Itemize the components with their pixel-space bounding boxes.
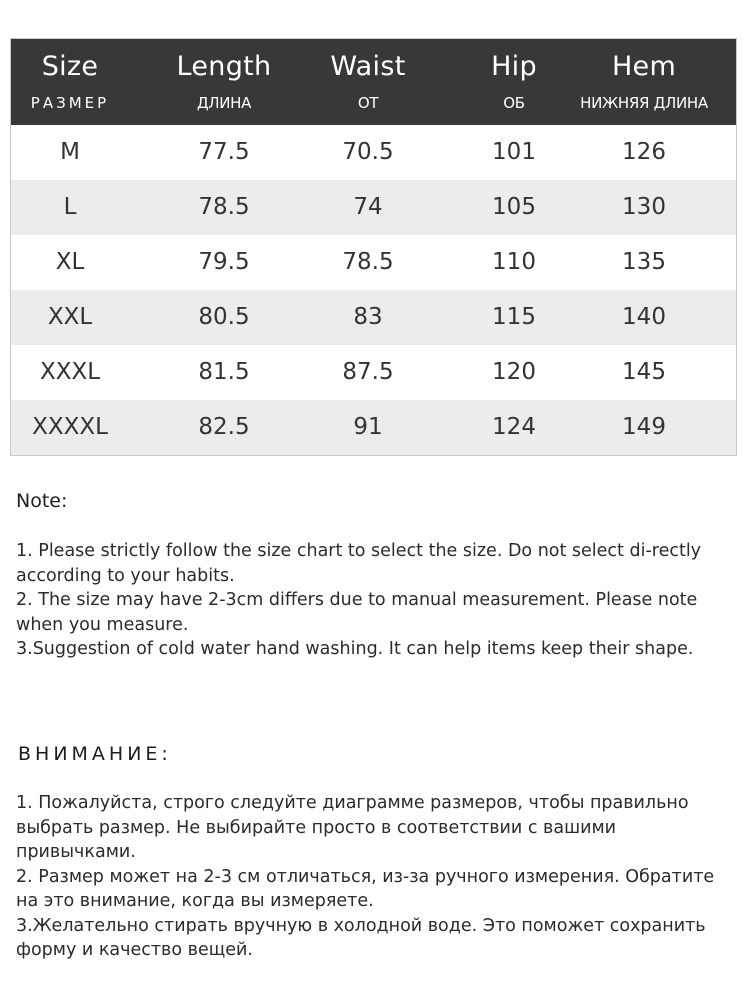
header-hip (449, 39, 579, 125)
note-ru-item-1: 1. Пожалуйста, строго следуйте диаграмме размеров, чтобы правильно выбрать размер. Не выбирайте просто в соответствии с вашими привычками. (16, 793, 689, 862)
cell-size: L (63, 194, 77, 220)
table-row (11, 180, 736, 235)
cell-hem: 140 (622, 304, 666, 330)
cell-size: XXXXL (32, 414, 108, 440)
cell-hip: 120 (492, 359, 536, 385)
cell-hip: 124 (492, 414, 536, 440)
note-en-item-1: 1. Please strictly follow the size chart to select the size. Do not select di-rectly according to your habits. (16, 541, 702, 586)
header-hem-ru: НИЖНЯЯ ДЛИНА (580, 94, 708, 112)
notes-ru (16, 791, 736, 963)
header-size-en: Size (41, 51, 99, 82)
cell-waist: 87.5 (342, 359, 394, 385)
table-row (11, 125, 736, 180)
cell-hem: 130 (622, 194, 666, 220)
header-hem (571, 39, 717, 125)
cell-waist: 74 (353, 194, 383, 220)
cell-hem: 126 (622, 139, 666, 165)
cell-hip: 101 (492, 139, 536, 165)
cell-length: 78.5 (198, 194, 250, 220)
cell-waist: 91 (353, 414, 383, 440)
header-length (159, 39, 289, 125)
header-length-ru: ДЛИНА (196, 94, 252, 112)
header-hip-ru: ОБ (503, 94, 525, 112)
cell-size: M (60, 139, 80, 165)
header-hip-en: Hip (491, 51, 537, 82)
note-title-en: Note: (16, 490, 68, 512)
cell-size: XXXL (39, 359, 101, 385)
note-ru-item-2: 2. Размер может на 2-3 см отличаться, из-за ручного измерения. Обратите на это внимание, когда вы измеряете. (16, 866, 715, 911)
cell-hem: 149 (622, 414, 666, 440)
cell-size: XXL (47, 304, 93, 330)
cell-length: 82.5 (198, 414, 250, 440)
table-body (11, 125, 736, 455)
table-row (11, 345, 736, 400)
cell-hem: 145 (622, 359, 666, 385)
note-en-item-2: 2. The size may have 2-3cm differs due to manual measurement. Please note when you measure. (16, 590, 698, 635)
table-row (11, 235, 736, 290)
note-title-ru: ВНИМАНИЕ: (18, 743, 172, 765)
header-waist (303, 39, 433, 125)
header-length-en: Length (176, 51, 272, 82)
cell-length: 81.5 (198, 359, 250, 385)
table-header-row (11, 39, 736, 125)
note-en-item-3: 3.Suggestion of cold water hand washing. It can help items keep their shape. (16, 639, 694, 659)
table-row (11, 400, 736, 455)
cell-waist: 70.5 (342, 139, 394, 165)
cell-hem: 135 (622, 249, 666, 275)
cell-waist: 78.5 (342, 249, 394, 275)
cell-waist: 83 (353, 304, 383, 330)
cell-length: 80.5 (198, 304, 250, 330)
table-row (11, 290, 736, 345)
cell-hip: 115 (492, 304, 536, 330)
header-waist-en: Waist (330, 51, 406, 82)
note-ru-item-3: 3.Желательно стирать вручную в холодной воде. Это поможет сохранить форму и качество вещей. (16, 915, 706, 960)
header-hem-en: Hem (611, 51, 677, 82)
cell-size: XL (55, 249, 85, 275)
cell-hip: 110 (492, 249, 536, 275)
header-waist-ru: ОТ (357, 94, 379, 112)
header-size (11, 39, 129, 125)
notes-en (16, 539, 736, 662)
cell-length: 77.5 (198, 139, 250, 165)
header-size-ru: РАЗМЕР (30, 94, 110, 112)
cell-hip: 105 (492, 194, 536, 220)
size-chart-table (10, 38, 737, 456)
cell-length: 79.5 (198, 249, 250, 275)
